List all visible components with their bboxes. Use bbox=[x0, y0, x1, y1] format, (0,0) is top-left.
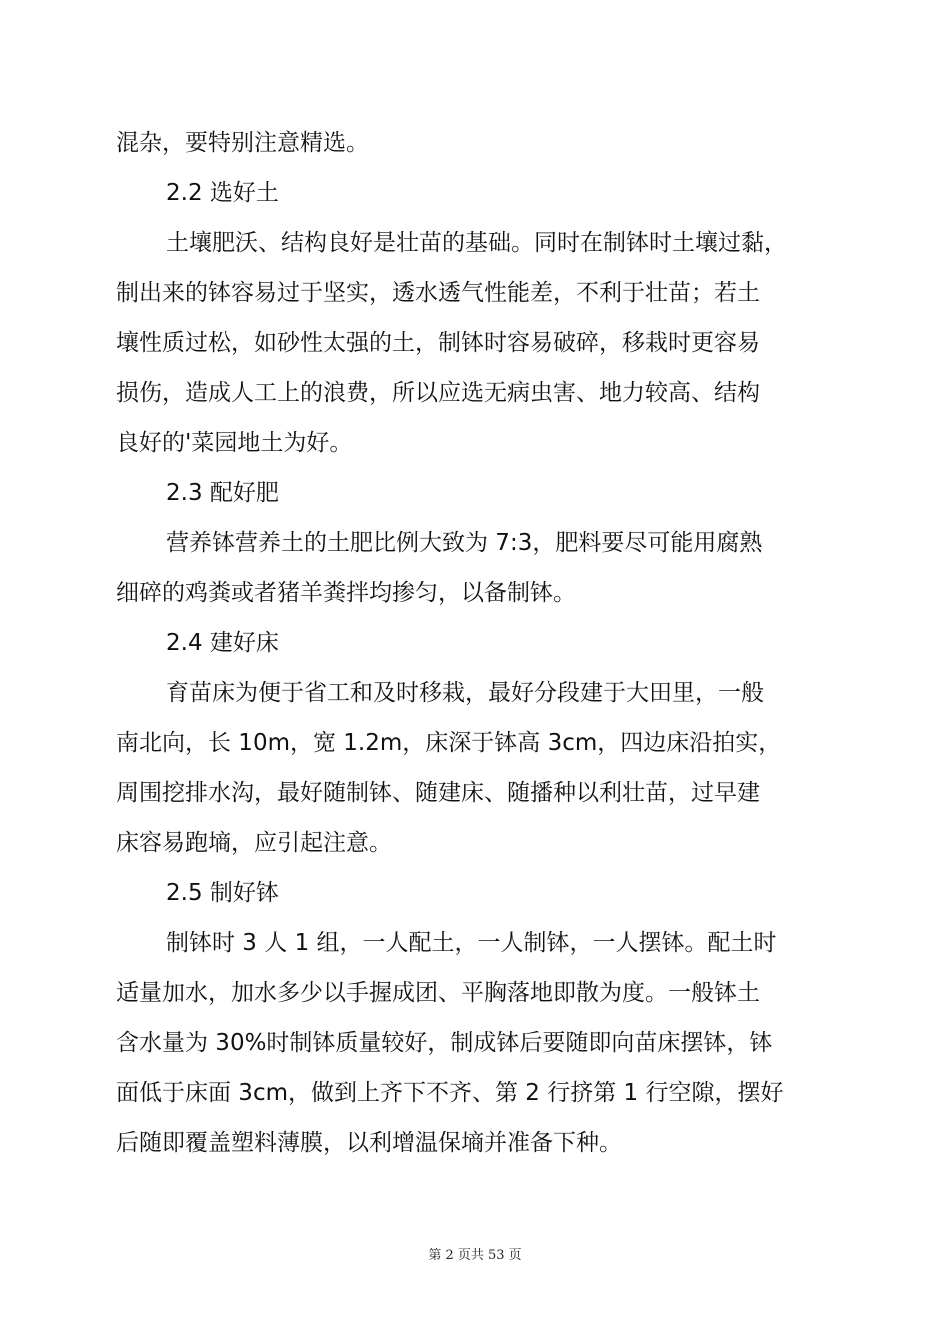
paragraph-line: 后随即覆盖塑料薄膜，以利增温保墒并准备下种。 bbox=[116, 1130, 622, 1156]
paragraph-line: 周围挖排水沟，最好随制钵、随建床、随播种以利壮苗，过早建 bbox=[116, 780, 760, 806]
paragraph-line: 土壤肥沃、结构良好是壮苗的基础。同时在制钵时土壤过黏， bbox=[166, 230, 787, 256]
paragraph-line: 面低于床面 3cm，做到上齐下不齐、第 2 行挤第 1 行空隙，摆好 bbox=[116, 1080, 784, 1106]
paragraph-line: 南北向，长 10m，宽 1.2m，床深于钵高 3cm，四边床沿拍实， bbox=[116, 730, 782, 756]
paragraph-line: 制钵时 3 人 1 组，一人配土，一人制钵，一人摆钵。配土时 bbox=[166, 930, 777, 956]
document-body bbox=[116, 118, 836, 1168]
paragraph-line: 制出来的钵容易过于坚实，透水透气性能差，不利于壮苗；若土 bbox=[116, 280, 760, 306]
paragraph-line: 适量加水，加水多少以手握成团、平胸落地即散为度。一般钵土 bbox=[116, 980, 760, 1006]
paragraph-line: 床容易跑墒，应引起注意。 bbox=[116, 830, 392, 856]
page-footer: 第 2 页共 53 页 bbox=[428, 1248, 522, 1263]
paragraph-line: 良好的'菜园地土为好。 bbox=[116, 430, 353, 456]
paragraph-line: 育苗床为便于省工和及时移栽，最好分段建于大田里，一般 bbox=[166, 680, 764, 706]
section-heading: 2.3 配好肥 bbox=[166, 480, 279, 506]
paragraph-line: 含水量为 30%时制钵质量较好，制成钵后要随即向苗床摆钵，钵 bbox=[116, 1030, 773, 1056]
paragraph-line: 细碎的鸡粪或者猪羊粪拌均掺匀，以备制钵。 bbox=[116, 580, 576, 606]
paragraph-line: 营养钵营养土的土肥比例大致为 7:3，肥料要尽可能用腐熟 bbox=[166, 530, 763, 556]
section-heading: 2.4 建好床 bbox=[166, 630, 279, 656]
section-heading: 2.5 制好钵 bbox=[166, 880, 279, 906]
paragraph-line: 混杂，要特别注意精选。 bbox=[116, 130, 369, 156]
section-heading: 2.2 选好土 bbox=[166, 180, 279, 206]
paragraph-line: 损伤，造成人工上的浪费，所以应选无病虫害、地力较高、结构 bbox=[116, 380, 760, 406]
paragraph-line: 壤性质过松，如砂性太强的土，制钵时容易破碎，移栽时更容易 bbox=[116, 330, 760, 356]
